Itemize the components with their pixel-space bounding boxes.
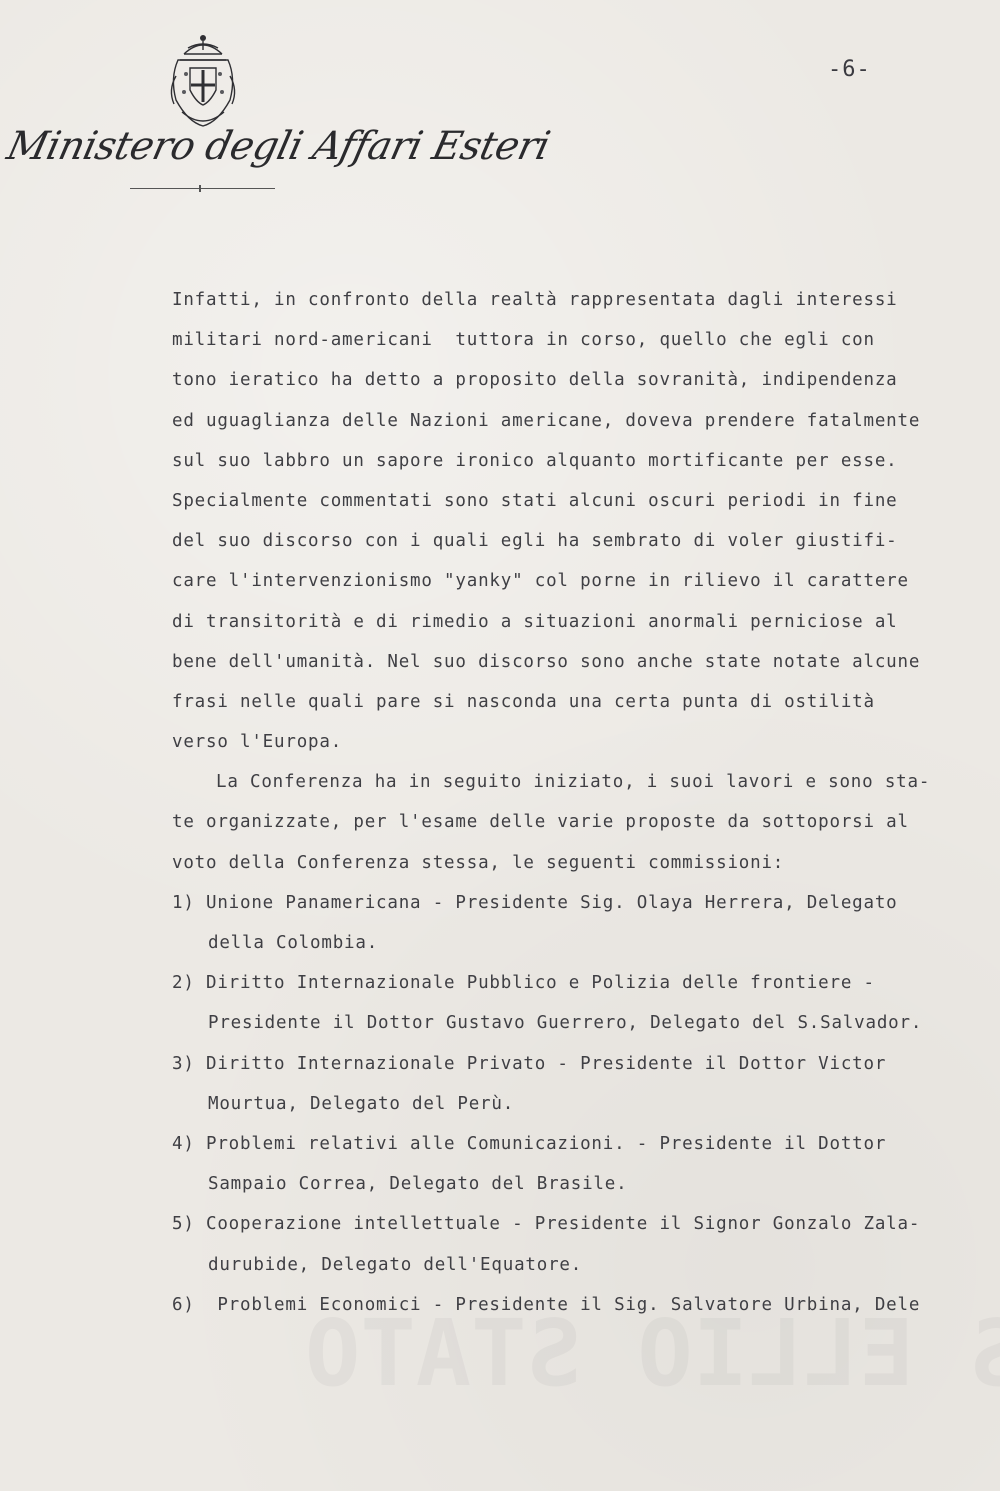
letterhead-ministry-name: Ministero degli Affari Esteri <box>2 124 554 169</box>
list-item-continuation: Presidente il Dottor Gustavo Guerrero, Delegato del S.Salvador. <box>208 1013 923 1034</box>
text-line: bene dell'umanità. Nel suo discorso sono anche state notate alcune <box>172 651 921 672</box>
letterhead-rule-mark <box>199 185 201 192</box>
list-item-line: 6) Problemi Economici - Presidente il Sig. Salvatore Urbina, Dele <box>172 1294 921 1315</box>
text-line: ed uguaglianza delle Nazioni americane, doveva prendere fatalmente <box>172 410 921 431</box>
list-item-line: 4) Problemi relativi alle Comunicazioni. - Presidente il Dottor <box>172 1133 887 1154</box>
list-item-continuation: Sampaio Correa, Delegato del Brasile. <box>208 1174 628 1195</box>
text-line: Specialmente commentati sono stati alcuni oscuri periodi in fine <box>172 490 898 511</box>
paragraph-first-line: La Conferenza ha in seguito iniziato, i suoi lavori e sono sta- <box>216 772 931 793</box>
list-item-line: 3) Diritto Internazionale Privato - Presidente il Dottor Victor <box>172 1053 887 1074</box>
list-item-continuation: durubide, Delegato dell'Equatore. <box>208 1254 583 1275</box>
list-item-line: 5) Cooperazione intellettuale - Presidente il Signor Gonzalo Zala- <box>172 1214 921 1235</box>
reverse-watermark <box>305 1300 1000 1407</box>
text-line: sul suo labbro un sapore ironico alquanto mortificante per esse. <box>172 450 898 471</box>
text-line: voto della Conferenza stessa, le seguenti commissioni: <box>172 852 785 873</box>
typed-body-text <box>172 280 972 1325</box>
page-number: -6- <box>828 57 871 82</box>
list-item-continuation: della Colombia. <box>208 933 379 953</box>
text-line: tono ieratico ha detto a proposito della sovranità, indipendenza <box>172 370 898 391</box>
text-line: del suo discorso con i quali egli ha sembrato di voler giustifi- <box>172 531 898 552</box>
letterhead-rule <box>130 188 275 189</box>
text-line: di transitorità e di rimedio a situazioni anormali perniciose al <box>172 611 898 632</box>
list-item-continuation: Mourtua, Delegato del Perù. <box>208 1093 515 1114</box>
text-line: militari nord-americani tuttora in corso, quello che egli con <box>172 330 875 351</box>
text-line: care l'intervenzionismo "yanky" col porne in rilievo il carattere <box>172 571 909 592</box>
list-item-line: 2) Diritto Internazionale Pubblico e Polizia delle frontiere - <box>172 973 875 994</box>
text-line: verso l'Europa. <box>172 732 343 753</box>
text-line: frasi nelle quali pare si nasconda una certa punta di ostilità <box>172 691 875 712</box>
text-line: te organizzate, per l'esame delle varie proposte da sottoporsi al <box>172 812 909 833</box>
crown-crest-logo <box>160 30 246 130</box>
list-item-line: 1) Unione Panamericana - Presidente Sig. Olaya Herrera, Delegato <box>172 892 898 913</box>
text-line: Infatti, in confronto della realtà rappresentata dagli interessi <box>172 290 898 310</box>
